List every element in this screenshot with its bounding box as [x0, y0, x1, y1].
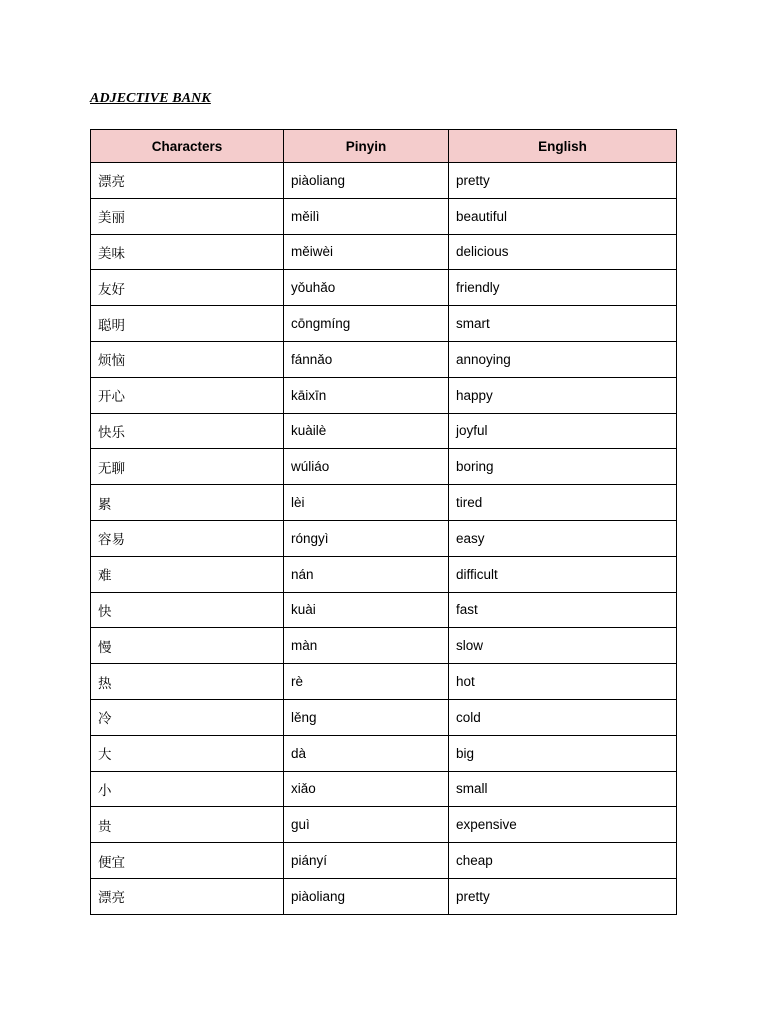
pinyin-cell: guì: [284, 807, 449, 843]
english-cell: big: [449, 735, 677, 771]
table-row: [91, 556, 677, 592]
pinyin-cell: měiwèi: [284, 234, 449, 270]
english-cell: beautiful: [449, 198, 677, 234]
characters-cell: 热: [91, 664, 284, 700]
table-row: [91, 807, 677, 843]
english-cell: boring: [449, 449, 677, 485]
table-row: [91, 628, 677, 664]
column-header-characters: Characters: [91, 130, 284, 163]
pinyin-cell: nán: [284, 556, 449, 592]
adjective-table: [90, 129, 677, 915]
english-cell: fast: [449, 592, 677, 628]
table-row: [91, 413, 677, 449]
pinyin-cell: piàoliang: [284, 163, 449, 199]
characters-cell: 烦恼: [91, 341, 284, 377]
characters-cell: 无聊: [91, 449, 284, 485]
pinyin-cell: fánnǎo: [284, 341, 449, 377]
english-cell: easy: [449, 520, 677, 556]
characters-cell: 聪明: [91, 306, 284, 342]
english-cell: pretty: [449, 878, 677, 914]
english-cell: expensive: [449, 807, 677, 843]
characters-cell: 快乐: [91, 413, 284, 449]
table-row: [91, 234, 677, 270]
characters-cell: 贵: [91, 807, 284, 843]
pinyin-cell: kuàilè: [284, 413, 449, 449]
english-cell: difficult: [449, 556, 677, 592]
english-cell: cheap: [449, 843, 677, 879]
table-row: [91, 163, 677, 199]
pinyin-cell: lěng: [284, 699, 449, 735]
characters-cell: 难: [91, 556, 284, 592]
pinyin-cell: wúliáo: [284, 449, 449, 485]
pinyin-cell: dà: [284, 735, 449, 771]
english-cell: smart: [449, 306, 677, 342]
english-cell: annoying: [449, 341, 677, 377]
characters-cell: 慢: [91, 628, 284, 664]
english-cell: delicious: [449, 234, 677, 270]
table-row: [91, 198, 677, 234]
english-cell: friendly: [449, 270, 677, 306]
characters-cell: 快: [91, 592, 284, 628]
table-row: [91, 699, 677, 735]
table-row: [91, 449, 677, 485]
pinyin-cell: rè: [284, 664, 449, 700]
characters-cell: 冷: [91, 699, 284, 735]
pinyin-cell: yǒuhǎo: [284, 270, 449, 306]
characters-cell: 大: [91, 735, 284, 771]
table-header-row: [91, 130, 677, 163]
characters-cell: 美味: [91, 234, 284, 270]
table-row: [91, 771, 677, 807]
characters-cell: 小: [91, 771, 284, 807]
pinyin-cell: kāixīn: [284, 377, 449, 413]
table-row: [91, 341, 677, 377]
english-cell: hot: [449, 664, 677, 700]
english-cell: small: [449, 771, 677, 807]
table-row: [91, 306, 677, 342]
characters-cell: 开心: [91, 377, 284, 413]
pinyin-cell: kuài: [284, 592, 449, 628]
column-header-pinyin: Pinyin: [284, 130, 449, 163]
table-row: [91, 664, 677, 700]
english-cell: joyful: [449, 413, 677, 449]
document-title: ADJECTIVE BANK: [90, 91, 211, 106]
table-body: [91, 163, 677, 915]
characters-cell: 容易: [91, 520, 284, 556]
characters-cell: 友好: [91, 270, 284, 306]
characters-cell: 便宜: [91, 843, 284, 879]
table-row: [91, 592, 677, 628]
characters-cell: 漂亮: [91, 878, 284, 914]
pinyin-cell: piányí: [284, 843, 449, 879]
characters-cell: 美丽: [91, 198, 284, 234]
english-cell: cold: [449, 699, 677, 735]
table-row: [91, 843, 677, 879]
pinyin-cell: màn: [284, 628, 449, 664]
characters-cell: 漂亮: [91, 163, 284, 199]
english-cell: happy: [449, 377, 677, 413]
table-row: [91, 377, 677, 413]
pinyin-cell: piàoliang: [284, 878, 449, 914]
table-row: [91, 485, 677, 521]
english-cell: pretty: [449, 163, 677, 199]
pinyin-cell: xiǎo: [284, 771, 449, 807]
pinyin-cell: lèi: [284, 485, 449, 521]
pinyin-cell: měilì: [284, 198, 449, 234]
table-row: [91, 735, 677, 771]
pinyin-cell: cōngmíng: [284, 306, 449, 342]
table-row: [91, 878, 677, 914]
english-cell: slow: [449, 628, 677, 664]
pinyin-cell: róngyì: [284, 520, 449, 556]
english-cell: tired: [449, 485, 677, 521]
table-row: [91, 270, 677, 306]
column-header-english: English: [449, 130, 677, 163]
table-row: [91, 520, 677, 556]
characters-cell: 累: [91, 485, 284, 521]
